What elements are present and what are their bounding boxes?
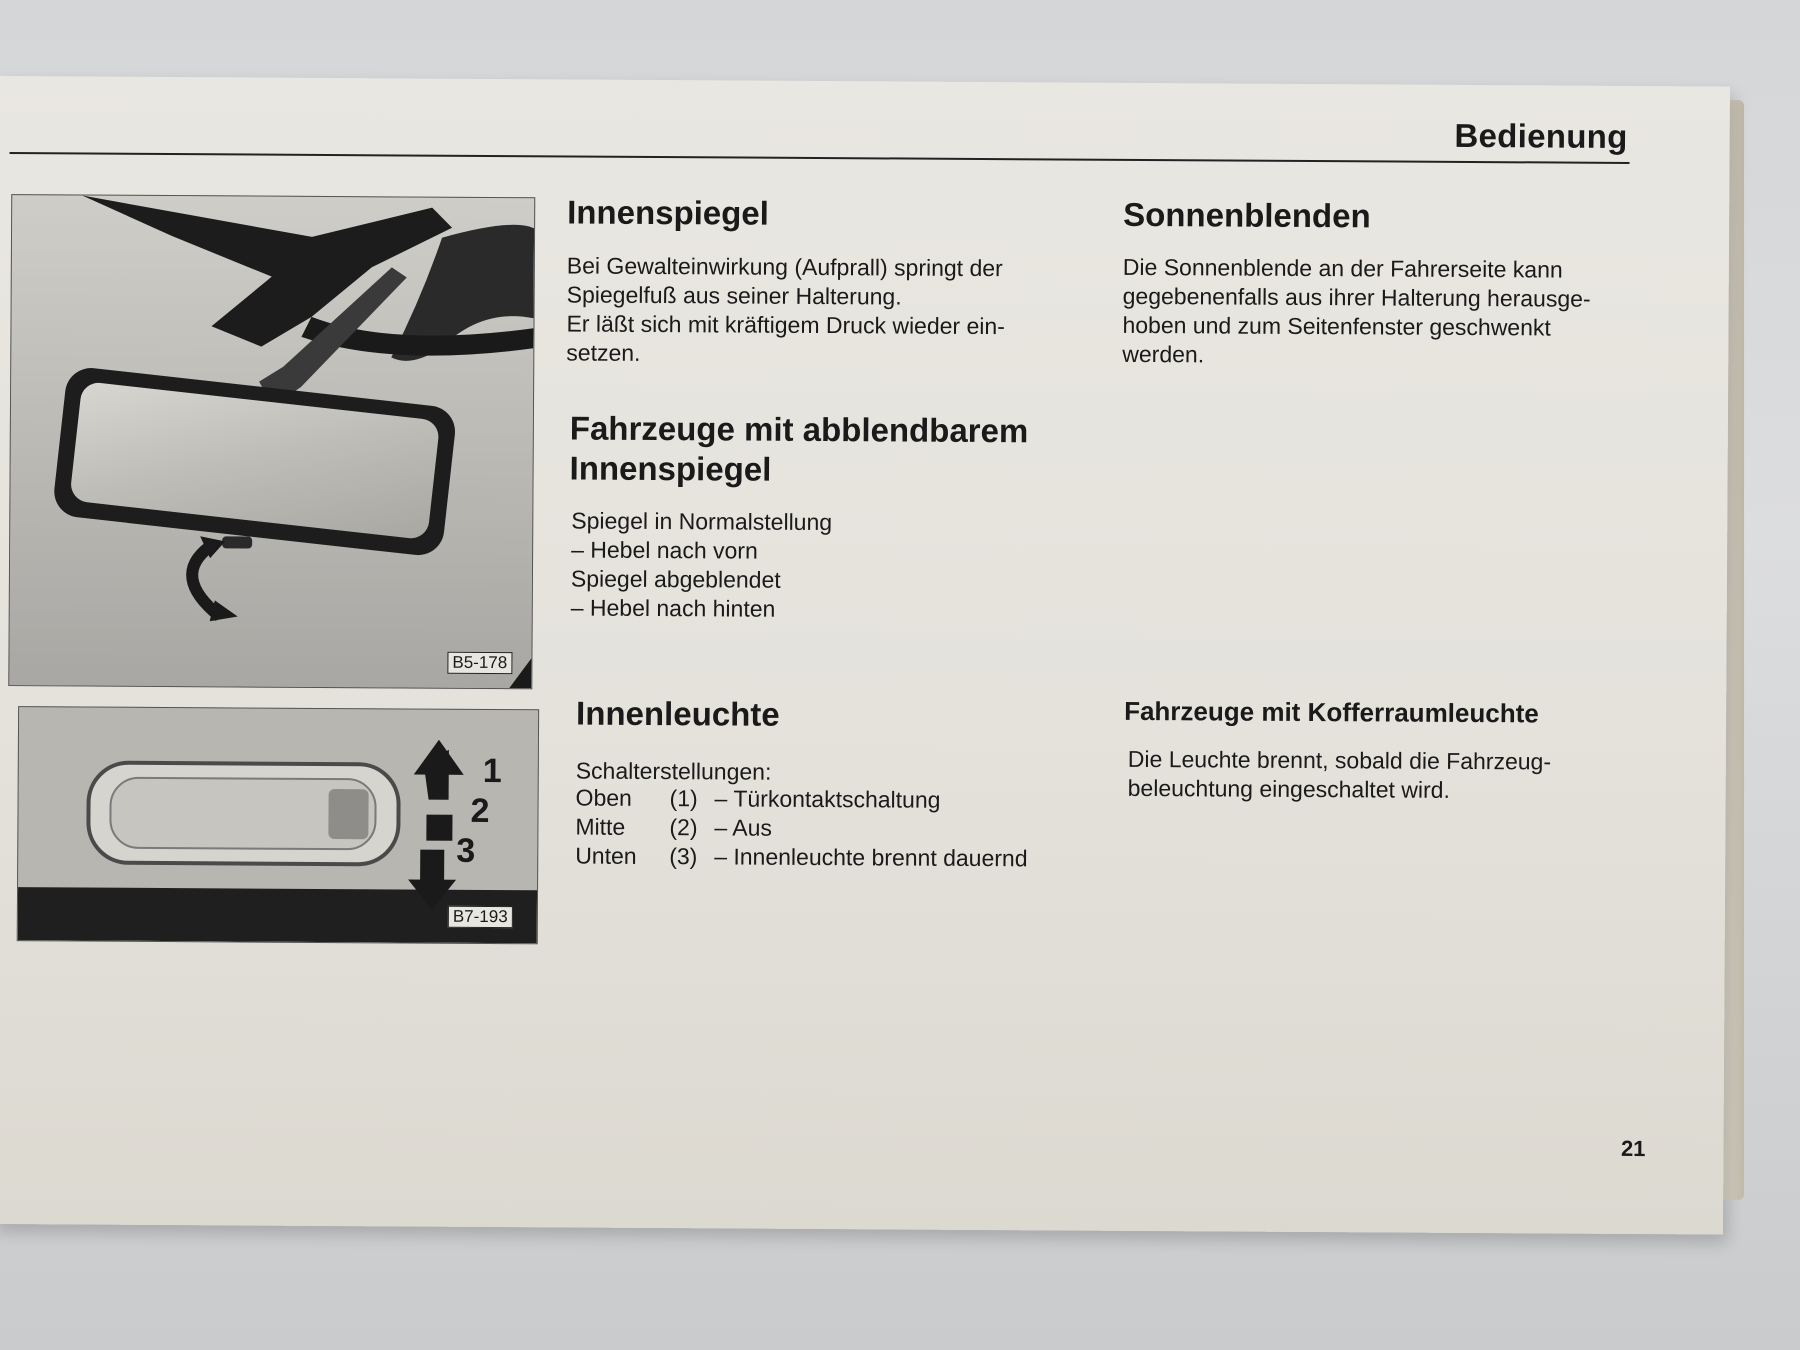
heading-innenspiegel: Innenspiegel bbox=[567, 193, 770, 232]
heading-line: Innenspiegel bbox=[569, 449, 772, 488]
text-line: Spiegel in Normalstellung bbox=[571, 507, 833, 536]
text-line: Spiegel abgeblendet bbox=[570, 565, 781, 593]
text-line: Spiegelfuß aus seiner Halterung. bbox=[566, 281, 902, 310]
number-cell: (1) bbox=[669, 785, 698, 812]
description-cell: – Türkontaktschaltung bbox=[714, 785, 941, 813]
abblendbar-text bbox=[571, 506, 1032, 625]
header-rule bbox=[10, 152, 1630, 164]
text-line: setzen. bbox=[566, 339, 641, 366]
number-cell: (3) bbox=[669, 843, 698, 870]
innenspiegel-text bbox=[566, 251, 1083, 370]
section-header: Bedienung bbox=[1454, 116, 1628, 155]
text-line: – Hebel nach vorn bbox=[571, 536, 758, 564]
sonnenblenden-text bbox=[1122, 253, 1631, 372]
switch-mark-3: 3 bbox=[456, 831, 476, 870]
kofferraum-text bbox=[1128, 745, 1633, 806]
description-cell: – Aus bbox=[714, 814, 773, 841]
number-cell: (2) bbox=[669, 814, 698, 841]
switch-positions-table bbox=[575, 784, 1028, 874]
table-row bbox=[575, 842, 1027, 874]
position-cell: Unten bbox=[575, 842, 637, 869]
table-row bbox=[576, 784, 1028, 816]
text-line: Er läßt sich mit kräftigem Druck wieder ein- bbox=[566, 310, 1005, 340]
text-line: Die Sonnenblende an der Fahrerseite kann bbox=[1122, 253, 1563, 283]
description-cell: – Innenleuchte brennt dauernd bbox=[714, 843, 1028, 872]
text-line: – Hebel nach hinten bbox=[570, 594, 776, 622]
heading-sonnenblenden: Sonnenblenden bbox=[1123, 195, 1371, 235]
heading-abblendbar bbox=[569, 408, 1028, 491]
text-line: werden. bbox=[1122, 340, 1205, 368]
mirror-illustration bbox=[9, 195, 534, 688]
heading-innenleuchte: Innenleuchte bbox=[576, 694, 780, 733]
table-row bbox=[575, 813, 1027, 845]
heading-kofferraum: Fahrzeuge mit Kofferraumleuchte bbox=[1124, 695, 1539, 729]
text-line: hoben und zum Seitenfenster geschwenkt bbox=[1122, 311, 1551, 341]
switch-mark-1: 1 bbox=[482, 751, 502, 791]
text-line: Die Leuchte brennt, sobald die Fahrzeug- bbox=[1127, 745, 1552, 775]
page-number: 21 bbox=[1620, 1135, 1646, 1162]
figure-label: B7-193 bbox=[448, 906, 513, 928]
position-cell: Oben bbox=[575, 784, 632, 811]
text-line: beleuchtung eingeschaltet wird. bbox=[1127, 774, 1450, 803]
mirror-photo bbox=[8, 194, 535, 689]
heading-line: Fahrzeuge mit abblendbarem bbox=[569, 409, 1029, 450]
text-line: gegebenenfalls aus ihrer Halterung herausge- bbox=[1122, 282, 1591, 312]
text-line: Bei Gewalteinwirkung (Aufprall) springt der bbox=[566, 252, 1003, 282]
switch-mark-2: 2 bbox=[470, 791, 490, 831]
interior-light-photo bbox=[17, 706, 539, 944]
innenleuchte-intro: Schalterstellungen: bbox=[575, 757, 772, 785]
manual-page bbox=[0, 76, 1730, 1235]
figure-label: B5-178 bbox=[447, 652, 512, 674]
position-cell: Mitte bbox=[575, 813, 626, 840]
